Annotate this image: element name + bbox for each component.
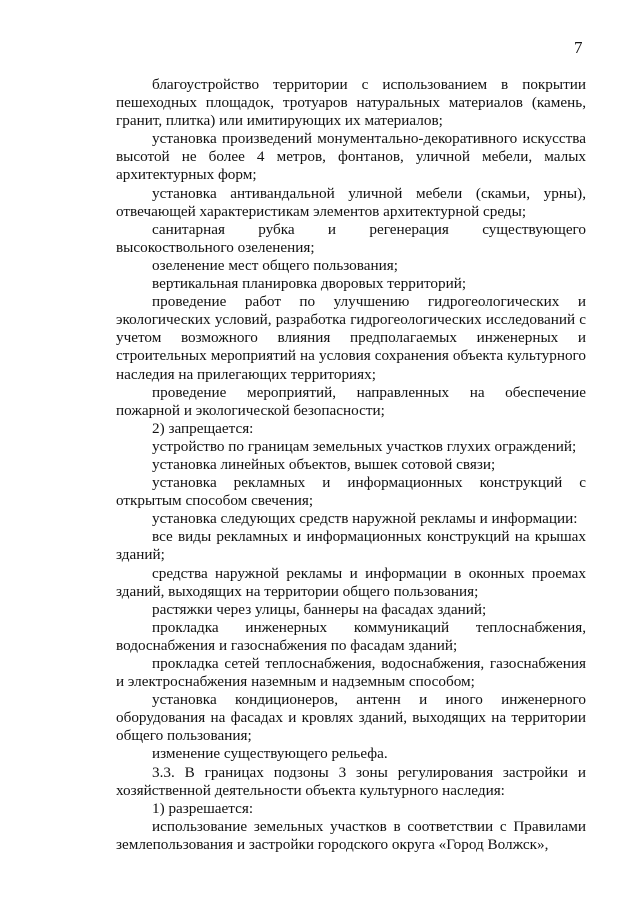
paragraph: санитарная рубка и регенерация существующего высокоствольного озеленения; (116, 220, 586, 256)
paragraph: средства наружной рекламы и информации в оконных проемах зданий, выходящих на территории общего пользования; (116, 564, 586, 600)
paragraph: проведение работ по улучшению гидрогеологических и экологических условий, разработка гидрогеологических исследований с учетом возможного влияния предполагаемых инженерных и строительных мероприятий на условия сохранения объекта культурного наследия на прилегающих территориях; (116, 293, 586, 383)
paragraph: растяжки через улицы, баннеры на фасадах зданий; (152, 600, 487, 618)
paragraph: установка произведений монументально-декоративного искусства высотой не более 4 метров, фонтанов, уличной мебели, малых архитектурных форм; (116, 130, 586, 184)
paragraph: вертикальная планировка дворовых территорий; (152, 275, 467, 293)
paragraph: 1) разрешается: (152, 799, 254, 817)
paragraph: установка рекламных и информационных конструкций с открытым способом свечения; (116, 474, 586, 510)
page-number: 7 (574, 38, 583, 57)
paragraph: устройство по границам земельных участков глухих ограждений; (152, 437, 577, 455)
paragraph: прокладка сетей теплоснабжения, водоснабжения, газоснабжения и электроснабжения наземным и надземным способом; (116, 655, 586, 691)
paragraph: установка линейных объектов, вышек сотовой связи; (152, 455, 496, 473)
paragraph: установка антивандальной уличной мебели (скамьи, урны), отвечающей характеристикам элементов архитектурной среды; (116, 184, 586, 220)
paragraph: прокладка инженерных коммуникаций теплоснабжения, водоснабжения и газоснабжения по фасадам зданий; (116, 618, 586, 654)
paragraph: все виды рекламных и информационных конструкций на крышах зданий; (116, 528, 586, 564)
paragraph: проведение мероприятий, направленных на обеспечение пожарной и экологической безопасности; (116, 383, 586, 419)
paragraph: установка кондиционеров, антенн и иного инженерного оборудования на фасадах и кровлях зданий, выходящих на территории общего пользования; (116, 691, 586, 745)
paragraph: 2) запрещается: (152, 419, 254, 437)
paragraph: озеленение мест общего пользования; (152, 256, 398, 274)
document-body (116, 76, 586, 854)
paragraph: 3.3. В границах подзоны 3 зоны регулирования застройки и хозяйственной деятельности объекта культурного наследия: (116, 763, 586, 799)
paragraph: использование земельных участков в соответствии с Правилами землепользования и застройки городского округа «Город Волжск», (116, 817, 586, 853)
paragraph: установка следующих средств наружной рекламы и информации: (152, 510, 578, 528)
paragraph: изменение существующего рельефа. (152, 745, 388, 763)
paragraph: благоустройство территории с использованием в покрытии пешеходных площадок, тротуаров натуральных материалов (камень, гранит, плитка) или имитирующих их материалов; (116, 76, 586, 130)
